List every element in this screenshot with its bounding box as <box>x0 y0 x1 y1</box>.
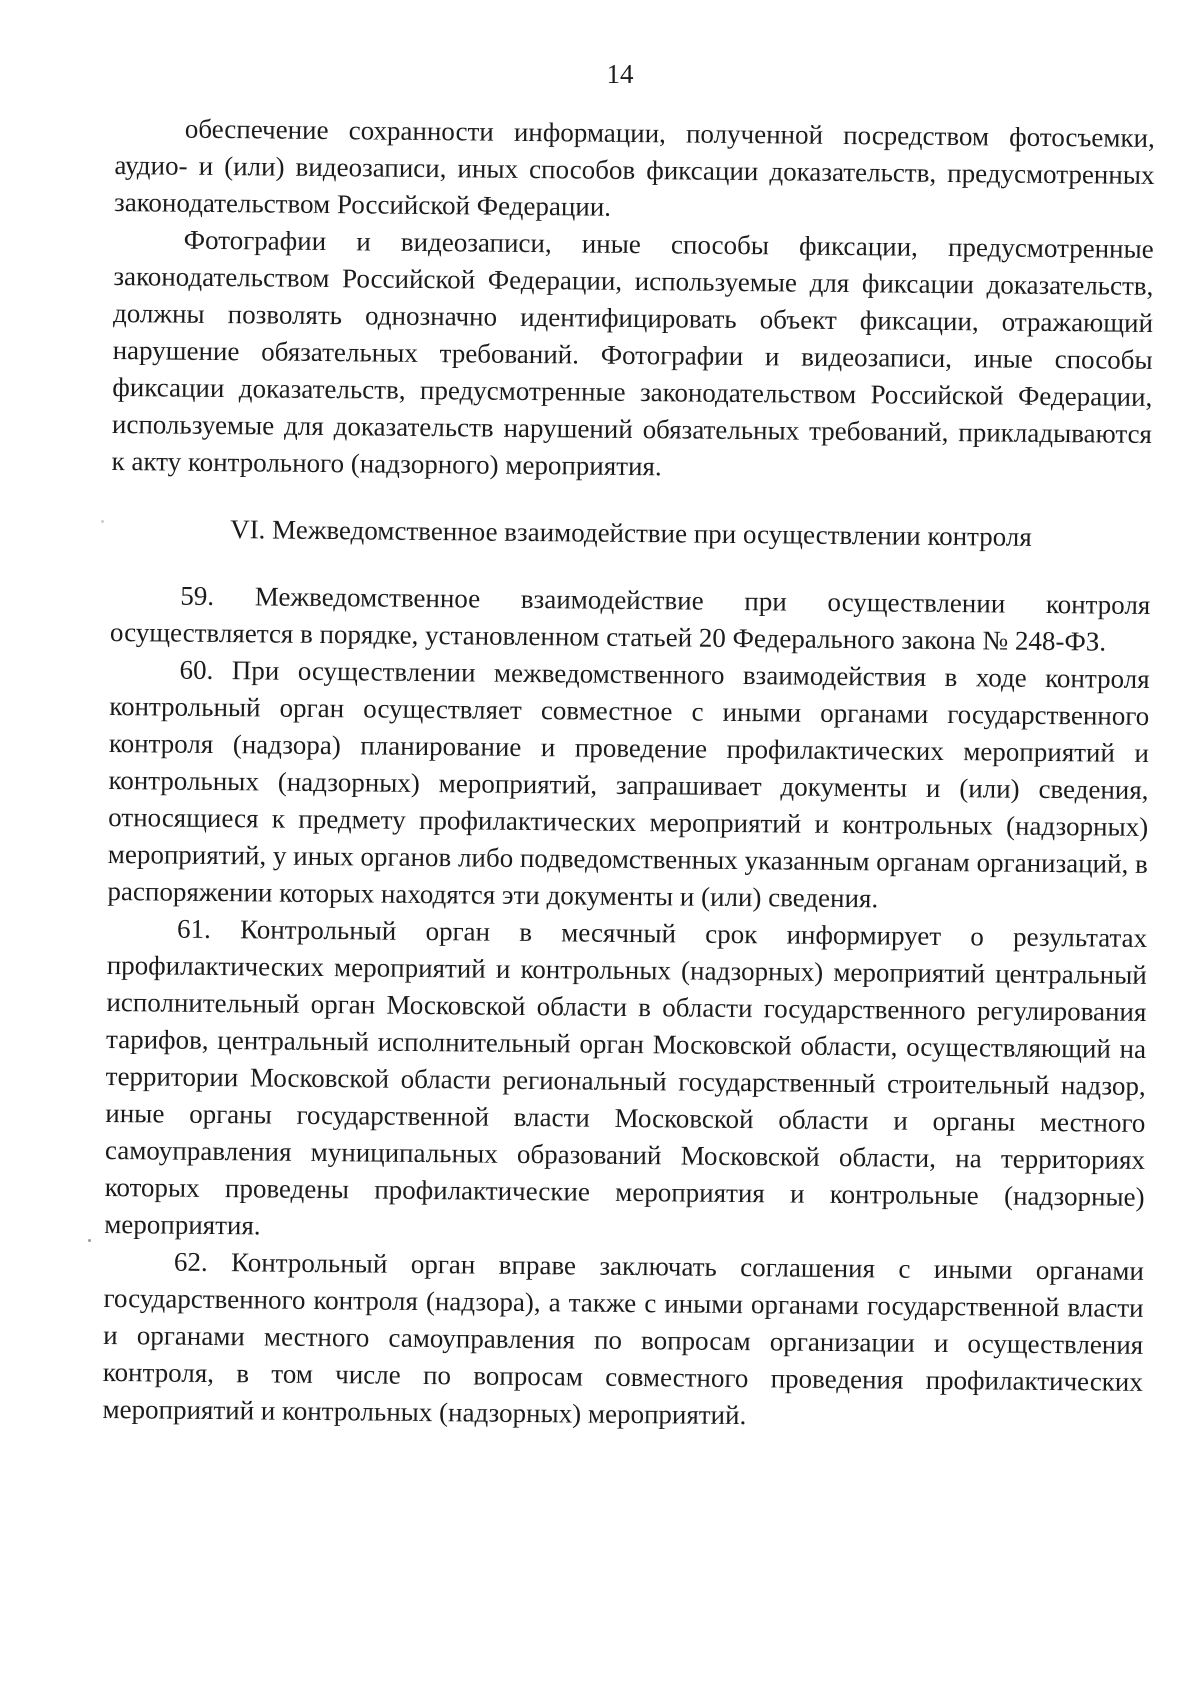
numbered-item-61 <box>104 910 1147 1253</box>
scan-speck <box>101 520 104 523</box>
item-text: Межведомственное взаимодействие при осуществлении контроля осуществляется в порядке, установленном статьей 20 Федерального закона № 248-ФЗ. <box>109 581 1151 657</box>
scan-speck <box>88 1239 91 1242</box>
item-text: Контрольный орган вправе заключать соглашения с иными органами государственного контроля (надзора), а также с иными органами государственной власти и органами местного самоуправления по вопросам организации и осуществления контроля, в том числе по вопросам совместного проведения профилактических мероприятий и контрольных (надзорных) мероприятий. <box>102 1247 1145 1431</box>
numbered-item-62 <box>102 1243 1144 1438</box>
item-number: 62. <box>173 1246 208 1277</box>
document-body <box>102 110 1155 1438</box>
numbered-item-60 <box>107 651 1149 920</box>
item-text: При осуществлении межведомственного взаимодействия в ходе контроля контрольный орган осуществляет совместное с иными органами государственного контроля (надзора) планирование и проведение профилактических мероприятий и контрольных (надзорных) мероприятий, запрашивает документы и (или) сведения, относящиеся к предмету профилактических мероприятий и контрольных (надзорных) мероприятий, у иных органов либо подведомственных указанным органам организаций, в распоряжении которых находятся эти документы и (или) сведения. <box>107 655 1150 914</box>
page-number: 14 <box>606 59 634 89</box>
item-text: Контрольный орган в месячный срок информирует о результатах профилактических мероприятий и контрольных (надзорных) мероприятий центральный исполнительный орган Московской области в области государственного регулирования тарифов, центральный исполнительный орган Московской области, осуществляющий на территории Московской области региональный государственный строительный надзор, иные органы государственной власти Московской области и органы местного самоуправления муниципальных образований Московской области, на территориях которых проведены профилактические мероприятия и контрольные (надзорные) мероприятия. <box>104 914 1148 1241</box>
numbered-item-59 <box>110 577 1151 661</box>
item-number: 59. <box>180 580 215 611</box>
paragraph-photo-video-evidence: Фотографии и видеозаписи, иные способы фиксации, предусмотренные законодательством Российской Федерации, используемые для фиксации доказательств, должны позволять однозначно идентифицировать объект фиксации, отражающий нарушение обязательных требований. Фотографии и видеозаписи, иные способы фиксации доказательств, предусмотренные законодательством Российской Федерации, используемые для доказательств нарушений обязательных требований, прикладываются к акту контрольного (надзорного) мероприятия. <box>111 224 1154 482</box>
paragraph-evidence-preservation: обеспечение сохранности информации, полученной посредством фотосъемки, аудио- и (или) видеозаписи, иных способов фиксации доказательств, предусмотренных законодательством Российской Федерации. <box>113 113 1155 222</box>
item-number: 61. <box>177 913 212 944</box>
item-number: 60. <box>179 654 214 685</box>
section-heading: VI. Межведомственное взаимодействие при осуществлении контроля <box>230 514 1032 552</box>
